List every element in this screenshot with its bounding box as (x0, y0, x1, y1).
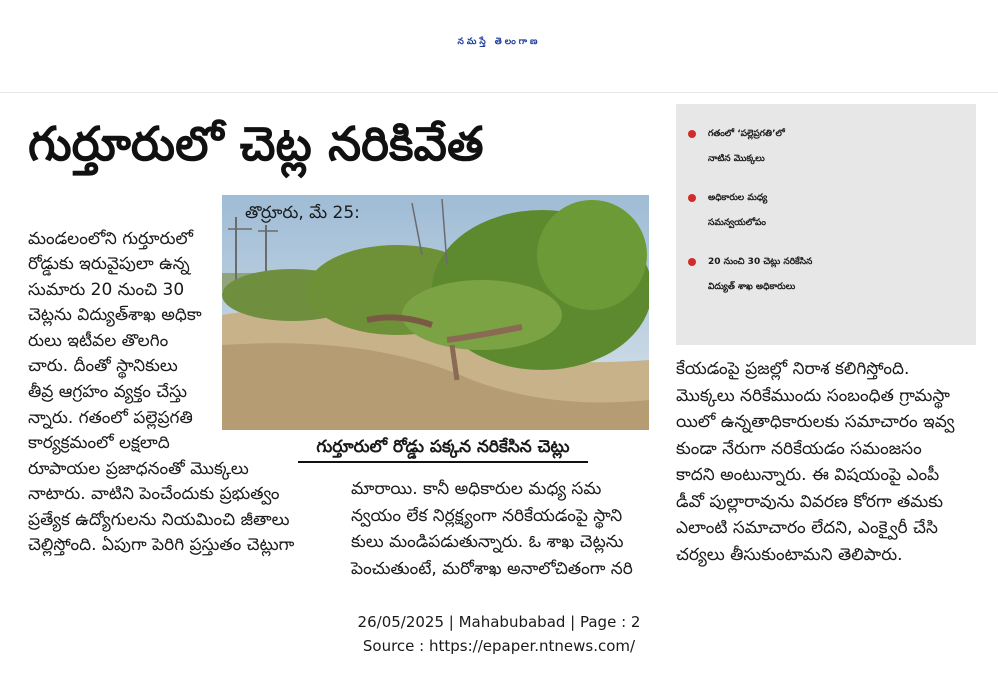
text-line: రులు ఇటీవల తొలగిం (28, 331, 169, 351)
text-line: కుండా నేరుగా నరికేయడం సమంజసం (676, 438, 922, 459)
text-line: రోడ్డుకు ఇరువైపులా ఉన్న (28, 254, 190, 274)
text-line: ప్రత్యేక ఉద్యోగులను నియమించి జీతాలు (28, 510, 290, 530)
text-line: తీవ్ర ఆగ్రహం వ్యక్తం చేస్తు (28, 382, 187, 402)
text-line: తొర్రూరు, మే 25: (245, 203, 360, 223)
text-line: మండలంలోని గుర్తూరులో (28, 229, 193, 249)
footer-source: Source : https://epaper.ntnews.com/ (362, 637, 636, 655)
highlights-box (676, 104, 976, 345)
text-line: న్వయం లేక నిర్లక్ష్యంగా నరికేయడంపై స్థాని (351, 505, 623, 526)
article-column-middle (351, 476, 648, 582)
text-line: నాటారు. వాటిని పెంచేందుకు ప్రభుత్వం (28, 484, 280, 504)
highlight-item: 20 నుంచి 30 చెట్లు నరికేసిన విద్యుత్ శాఖ అధికారులు (684, 250, 976, 300)
text-line: చెల్లిస్తోంది. ఏపుగా పెరిగి ప్రస్తుతం చెట్లుగా (28, 535, 295, 555)
text-line: కార్యక్రమంలో లక్షలాది (28, 433, 170, 453)
text-line: కాదని అంటున్నారు. ఈ విషయంపై ఎంపీ (676, 465, 940, 485)
text-line: కులు మండిపడుతున్నారు. ఓ శాఖ చెట్లను (351, 532, 624, 552)
photo-caption: గుర్తూరులో రోడ్డు పక్కన నరికేసిన చెట్లు (298, 433, 588, 463)
text-line: యిలో ఉన్నతాధికారులకు సమాచారం ఇవ్వ (676, 412, 955, 432)
text-line: చర్యలు తీసుకుంటామని తెలిపారు. (676, 544, 903, 565)
bullet-icon (688, 194, 696, 202)
masthead-rule (0, 92, 998, 93)
text-line: చెట్లను విద్యుత్‌శాఖ అధికా (28, 305, 202, 325)
highlight-item: అధికారుల మధ్య సమన్వయలోపం (684, 186, 976, 236)
masthead: నమస్తే తెలంగాణ (457, 37, 541, 47)
text-line: న్నారు. గతంలో పల్లెప్రగతి (28, 408, 193, 428)
text-line: ఎలాంటి సమాచారం లేదని, ఎంక్వైరీ చేసి (676, 518, 938, 538)
text-line: కేయడంపై ప్రజల్లో నిరాశ కలిగిస్తోంది. (676, 359, 910, 379)
text-line: రూపాయల ప్రజాధనంతో మొక్కలు (28, 459, 249, 479)
text-line: సుమారు 20 నుంచి 30 (28, 280, 185, 300)
headline: గుర్తూరులో చెట్ల నరికివేత (28, 117, 484, 172)
text-line: డీవో పుల్లారావును వివరణ కోరగా తమకు (676, 491, 944, 512)
article-column-right (676, 356, 976, 568)
cut-trees-photo (222, 195, 649, 430)
text-line: పెంచుతుంటే, మరోశాఖ అనాలోచితంగా నరి (351, 558, 633, 579)
news-photo (222, 195, 649, 430)
text-line: చారు. దీంతో స్థానికులు (28, 356, 178, 376)
text-line: మారాయి. కానీ అధికారుల మధ్య సమ (351, 479, 602, 499)
text-line: మొక్కలు నరికేముందు సంబంధిత గ్రామస్థా (676, 385, 950, 406)
bullet-icon (688, 130, 696, 138)
bullet-icon (688, 258, 696, 266)
footer-date-edition: 26/05/2025 | Mahabubabad | Page : 2 (357, 613, 641, 631)
highlight-item: గతంలో ‘పల్లెప్రగతి’లో నాటిన మొక్కలు (684, 122, 976, 172)
